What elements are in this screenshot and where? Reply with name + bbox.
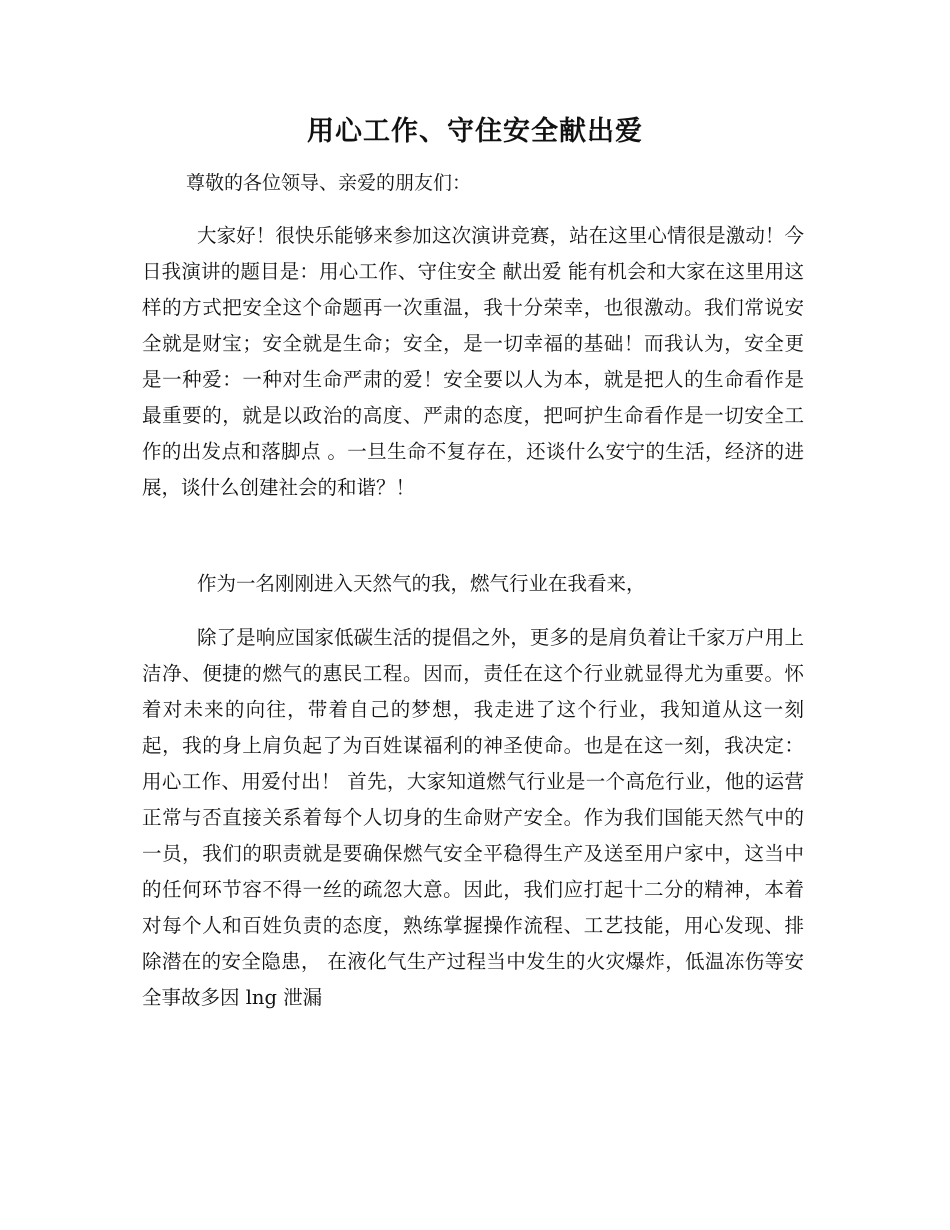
document-title: 用心工作、守住安全献出爱 — [307, 116, 643, 147]
paragraph-3: 除了是响应国家低碳生活的提倡之外，更多的是肩负着让千家万户用上洁净、便捷的燃气的惠民工程。因而，责任在这个行业就显得尤为重要。怀着对未来的向往，带着自己的梦想，我走进了这个行业，我知道从这一刻起，我的身上肩负起了为百姓谋福利的神圣使命。也是在这一刻，我决定：用心工作、用爱付出！ 首先，大家知道燃气行业是一个高危行业，他的运营正常与否直接关系着每个人切身的生命财产安全。作为我们国能天然气中的一员，我们的职责就是要确保燃气安全平稳得生产及送至用户家中，这当中的任何环节容不得一丝的疏忽大意。因此，我们应打起十二分的精神，本着对每个人和百姓负责的态度，熟练掌握操作流程、工艺技能，用心发现、排除潜在的安全隐患， 在液化气生产过程当中发生的火灾爆炸，低温冻伤等安全事故多因 lng 泄漏 — [142, 626, 804, 1009]
paragraph-2: 作为一名刚刚进入天然气的我，燃气行业在我看来， — [197, 572, 646, 595]
paragraph-1: 大家好！很快乐能够来参加这次演讲竞赛，站在这里心情很是激动！今日我演讲的题目是：用心工作、守住安全 献出爱 能有机会和大家在这里用这样的方式把安全这个命题再一次重温，我十分荣幸，也很激动。我们常说安全就是财宝；安全就是生命；安全，是一切幸福的基础！而我认为，安全更是一种爱：一种对生命严肃的爱！安全要以人为本，就是把人的生命看作是最重要的，就是以政治的高度、严肃的态度，把呵护生命看作是一切安全工作的出发点和落脚点 。一旦生命不复存在，还谈什么安宁的生活，经济的进展，谈什么创建社会的和谐？！ — [142, 224, 804, 499]
salutation: 尊敬的各位领导、亲爱的朋友们： — [186, 172, 472, 194]
